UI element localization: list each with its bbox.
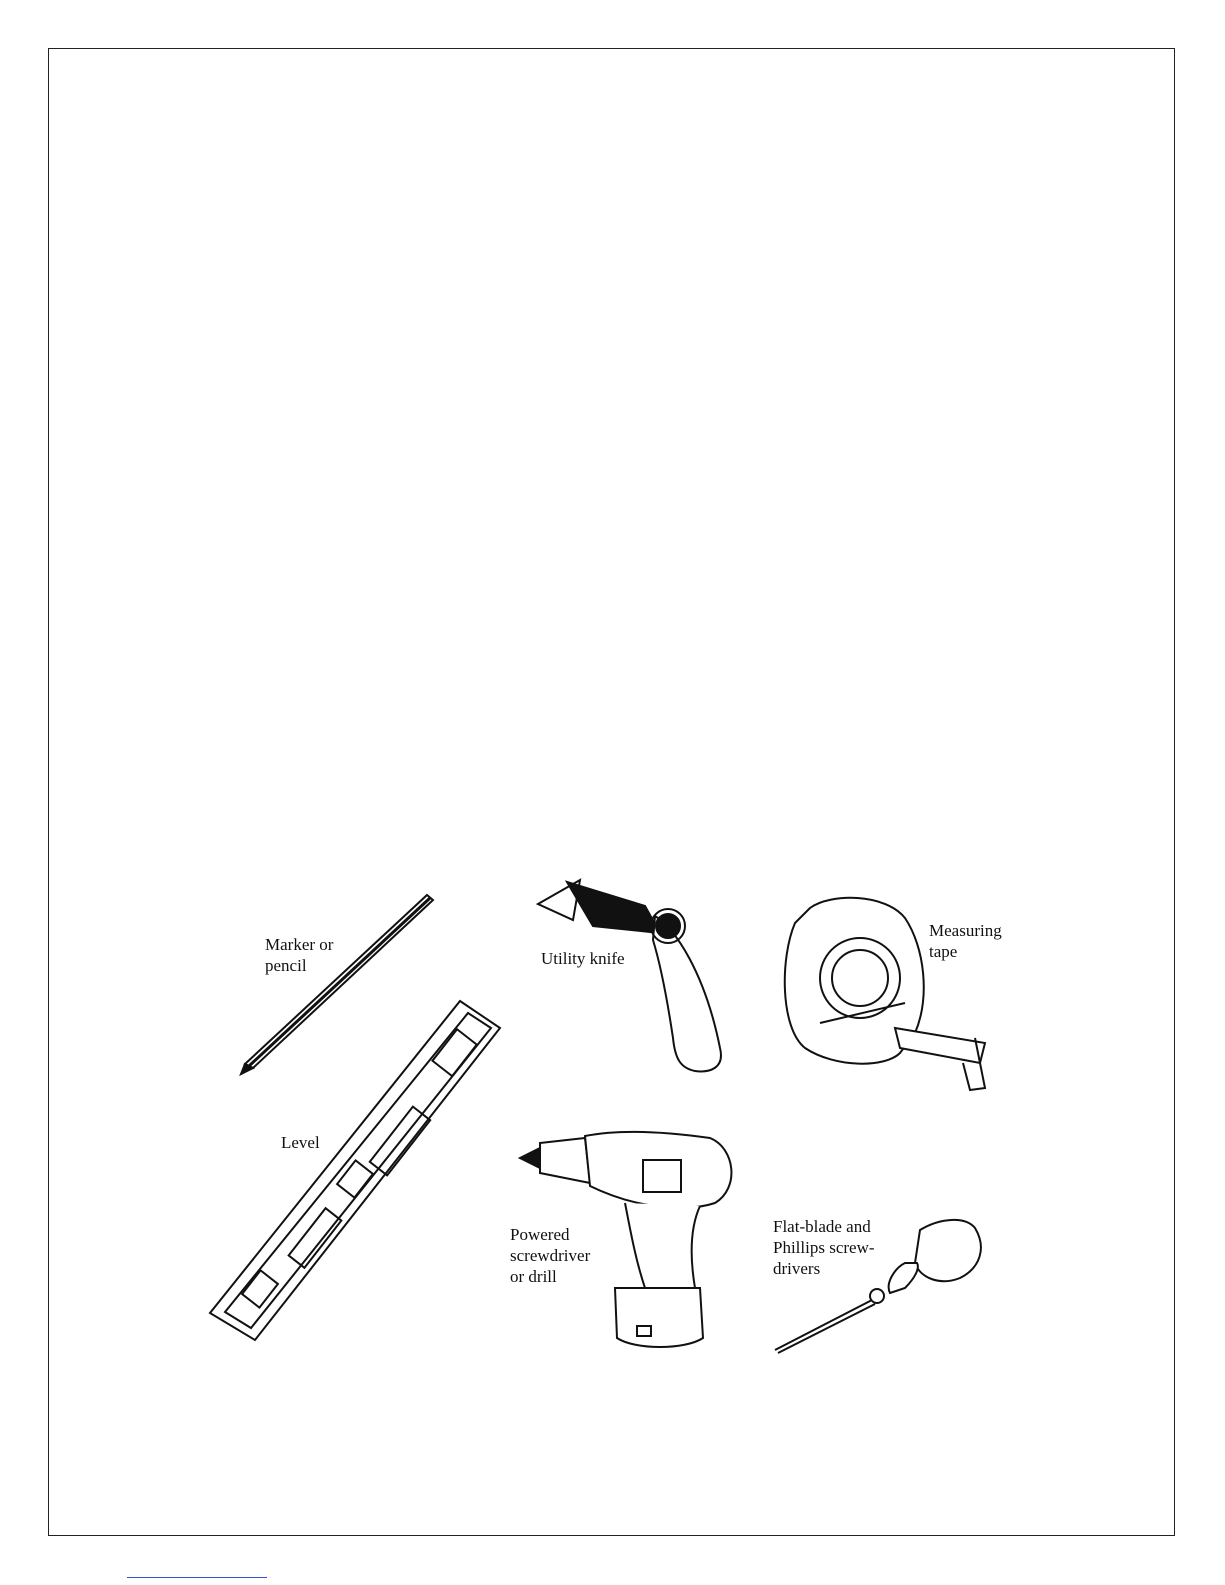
footer-link-underline[interactable] (127, 1577, 267, 1578)
tools-illustration (205, 868, 1005, 1360)
marker-icon (241, 895, 433, 1074)
level-label: Level (281, 1133, 320, 1152)
screwdrivers-label: Flat-blade and Phillips screw- drivers (773, 1217, 875, 1278)
utility-knife-label: Utility knife (541, 949, 625, 968)
utility-knife-icon (538, 880, 721, 1071)
measuring-tape-label: Measuring tape (929, 921, 1002, 961)
drill-label: Powered screwdriver or drill (510, 1225, 591, 1286)
marker-label: Marker or pencil (265, 935, 334, 975)
level-icon (210, 1001, 500, 1340)
